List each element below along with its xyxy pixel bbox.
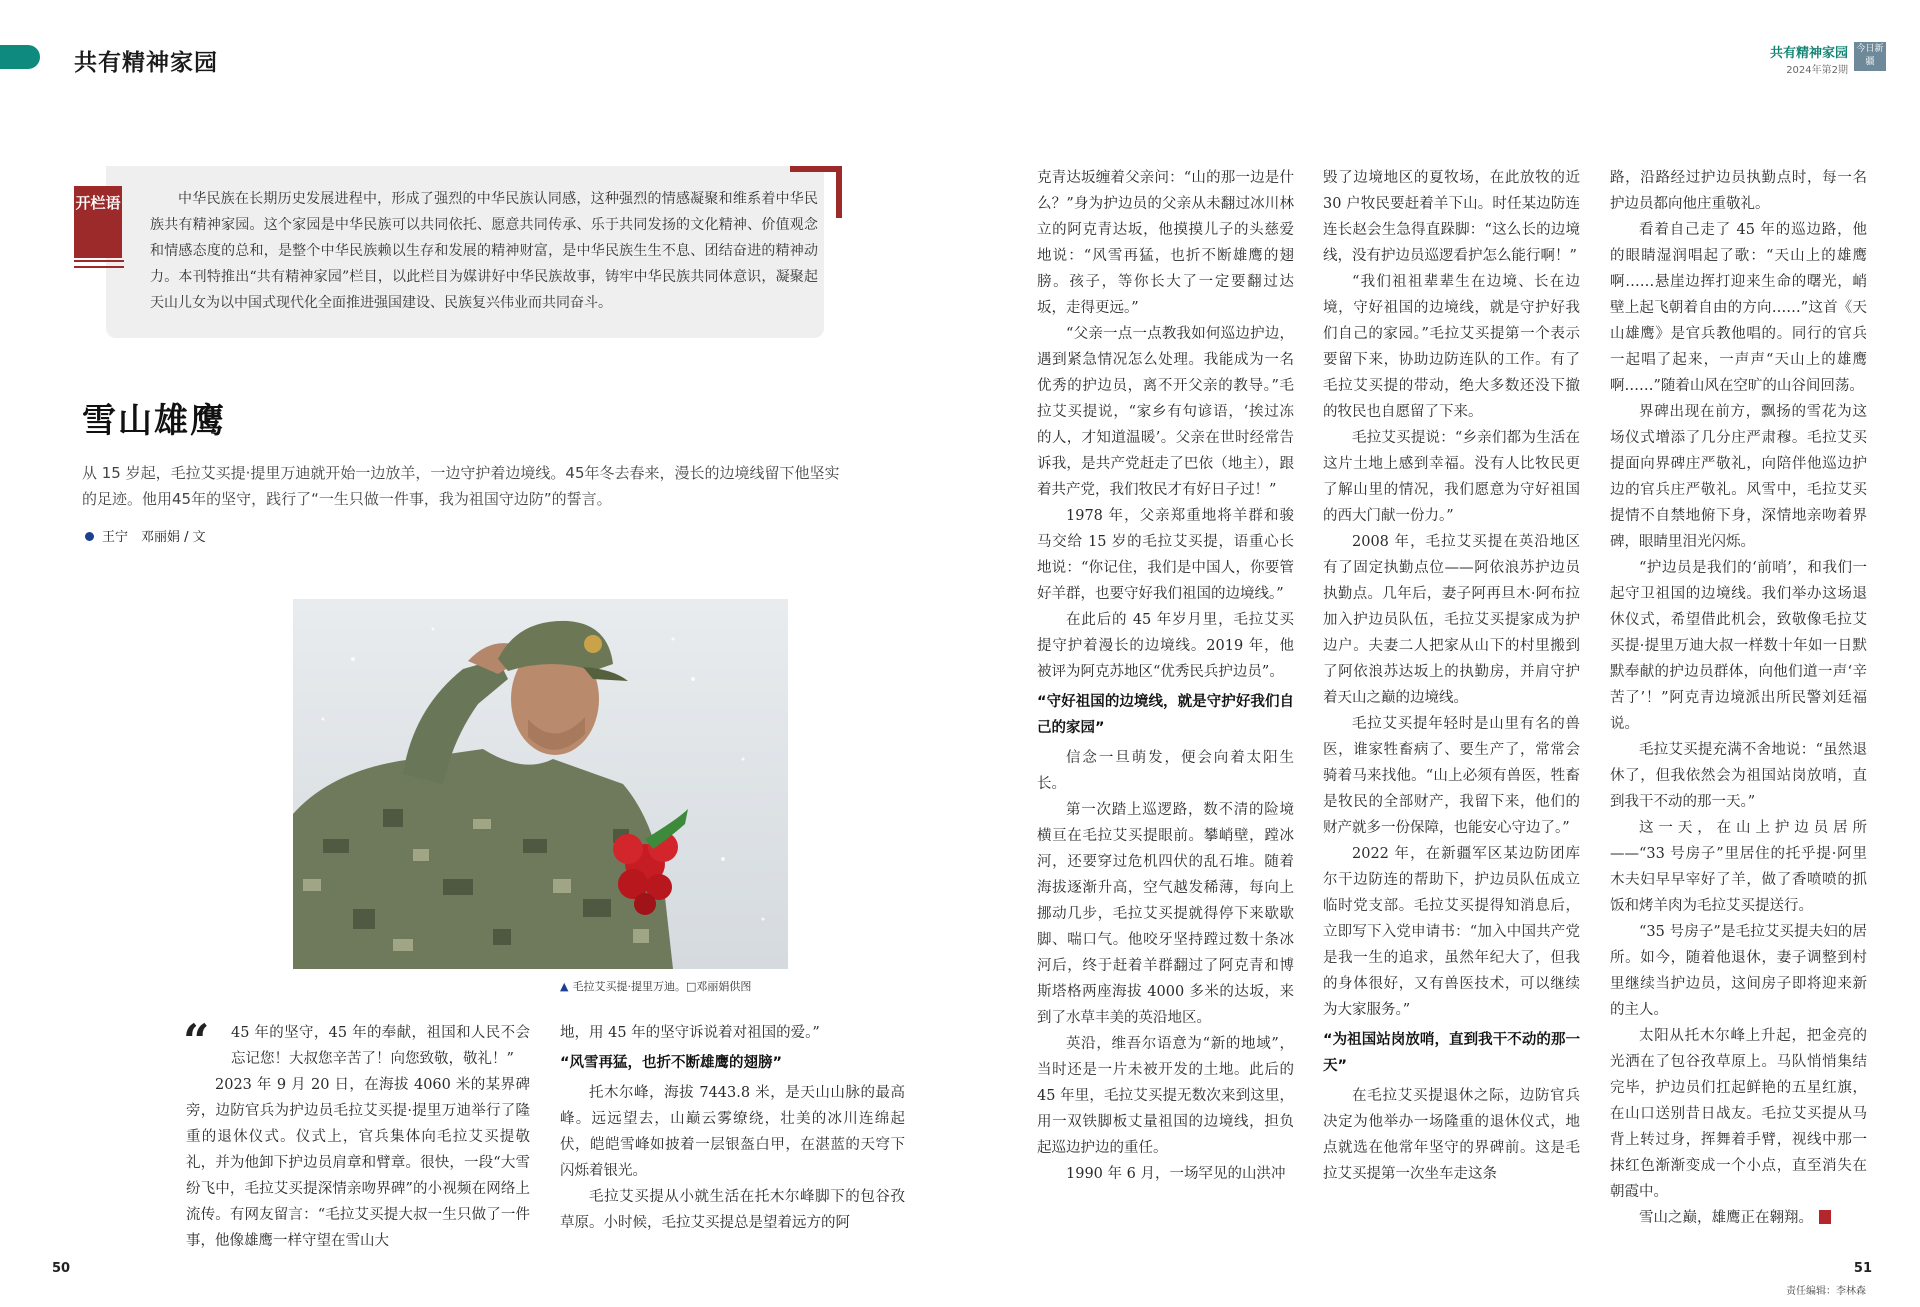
section-accent-bar xyxy=(0,45,40,69)
magazine-brand-block xyxy=(1770,42,1848,76)
final-paragraph xyxy=(1610,1205,1867,1231)
paragraph: 托木尔峰，海拔 7443.8 米，是天山山脉的最高峰。远远望去，山巅云雾缭绕，壮美的冰川连绵起伏，皑皑雪峰如披着一层银盔白甲，在湛蓝的天穹下闪烁着银光。 xyxy=(560,1085,905,1179)
paragraph: 英沿，维吾尔语意为“新的地域”，当时还是一片未被开发的土地。此后的 45 年里，毛拉艾买提无数次来到这里，用一双铁脚板丈量祖国的边境线，担负起巡边护边的重任。 xyxy=(1037,1036,1294,1156)
paragraph: “35 号房子”是毛拉艾买提夫妇的居所。如今，随着他退休，妻子调整到村里继续当护边员，这间房子即将迎来新的主人。 xyxy=(1610,924,1867,1018)
paragraph: 看着自己走了 45 年的巡边路，他的眼睛湿润唱起了歌：“天山上的雄鹰啊……悬崖边挥打迎来生命的曙光，峭壁上起飞朝着自由的方向……”这首《天山雄鹰》是官兵教他唱的。同行的官兵一起唱了起来，一声声“天山上的雄鹰啊……”随着山风在空旷的山谷间回荡。 xyxy=(1610,222,1867,394)
body-column-5 xyxy=(1610,165,1867,1231)
paragraph: 毁了边境地区的夏牧场，在此放牧的近 30 户牧民要赶着羊下山。时任某边防连连长赵会生急得直跺脚：“这么长的边境线，没有护边员巡逻看护怎么能行啊！” xyxy=(1323,170,1580,264)
paragraph: 毛拉艾买提充满不舍地说：“虽然退休了，但我依然会为祖国站岗放哨，直到我干不动的那一天。” xyxy=(1610,742,1867,810)
saluting-soldier-image xyxy=(293,599,788,969)
subheading: “风雪再猛，也折不断雄鹰的翅膀” xyxy=(560,1055,783,1071)
paragraph: “护边员是我们的‘前哨’，和我们一起守卫祖国的边境线。我们举办这场退休仪式，希望借此机会，致敬像毛拉艾买提·提里万迪大叔一样数十年如一日默默奉献的护边员群体，向他们道一声‘辛苦了’！”阿克青边境派出所民警刘廷福说。 xyxy=(1610,560,1867,732)
caption-text: 毛拉艾买提·提里万迪。□邓丽娟供图 xyxy=(572,980,752,993)
caption-triangle-icon: ▲ xyxy=(560,980,569,993)
issue-number: 2024年第2期 xyxy=(1786,65,1848,76)
body-column-4 xyxy=(1323,165,1580,1187)
body-column-1 xyxy=(186,1020,530,1254)
pull-quote: 45 年的坚守，45 年的奉献，祖国和人民不会忘记您！大叔您辛苦了！向您致敬，敬礼！” xyxy=(231,1025,530,1067)
section-title: 共有精神家园 xyxy=(74,49,218,76)
paragraph: 第一次踏上巡逻路，数不清的险境横亘在毛拉艾买提眼前。攀峭壁，蹚冰河，还要穿过危机四伏的乱石堆。随着海拔逐渐升高，空气越发稀薄，每向上挪动几步，毛拉艾买提就得停下来歇歇脚、喘口气。他咬牙坚持蹚过数十条冰河后，终于赶着羊群翻过了阿克青和博斯塔格两座海拔 4000 多米的达坂，来到了水草丰美的英沿地区。 xyxy=(1037,802,1294,1026)
magazine-logo-badge: 今日新疆 xyxy=(1854,42,1886,71)
paragraph: 地，用 45 年的坚守诉说着对祖国的爱。” xyxy=(560,1025,820,1041)
intro-tag-underline xyxy=(74,260,124,268)
paragraph: 界碑出现在前方，飘扬的雪花为这场仪式增添了几分庄严肃穆。毛拉艾买提面向界碑庄严敬礼，向陪伴他巡边护边的官兵庄严敬礼。风雪中，毛拉艾买提情不自禁地俯下身，深情地亲吻着界碑，眼睛里泪光闪烁。 xyxy=(1610,404,1867,550)
article-lead: 从 15 岁起，毛拉艾买提·提里万迪就开始一边放羊，一边守护着边境线。45年冬去春来，漫长的边境线留下他坚实的足迹。他用45年的坚守，践行了“一生只做一件事，我为祖国守边防”的誓言。 xyxy=(82,464,840,508)
paragraph: 2023 年 9 月 20 日，在海拔 4060 米的某界碑旁，边防官兵为护边员毛拉艾买提·提里万迪举行了隆重的退休仪式。仪式上，官兵集体向毛拉艾买提敬礼，并为他卸下护边员肩章和臂章。很快，一段“大雪纷飞中，毛拉艾买提深情亲吻界碑”的小视频在网络上流传。有网友留言：“毛拉艾买提大叔一生只做了一件事，他像雄鹰一样守望在雪山大 xyxy=(186,1077,530,1249)
end-mark-icon xyxy=(1819,1210,1831,1224)
brand-name: 共有精神家园 xyxy=(1769,46,1848,61)
article-title: 雪山雄鹰 xyxy=(82,401,226,441)
subheading: “为祖国站岗放哨，直到我干不动的那一天” xyxy=(1323,1032,1580,1074)
quote-mark-icon: “ xyxy=(183,1014,210,1068)
final-sentence: 雪山之巅，雄鹰正在翱翔。 xyxy=(1639,1210,1813,1226)
paragraph: 路，沿路经过护边员执勤点时，每一名护边员都向他庄重敬礼。 xyxy=(1610,170,1867,212)
page-number-left: 50 xyxy=(52,1261,71,1276)
body-column-2 xyxy=(560,1020,905,1236)
paragraph: 克青达坂缠着父亲问：“山的那一边是什么？”身为护边员的父亲从未翻过冰川林立的阿克青达坂，他摸摸儿子的头慈爱地说：“风雪再猛，也折不断雄鹰的翅膀。孩子，等你长大了一定要翻过达坂，走得更远。” xyxy=(1037,170,1294,316)
page-number-right: 51 xyxy=(1853,1261,1872,1276)
photo-caption xyxy=(560,978,751,994)
paragraph: 在毛拉艾买提退休之际，边防官兵决定为他举办一场隆重的退休仪式，地点就选在他常年坚守的界碑前。这是毛拉艾买提第一次坐车走这条 xyxy=(1323,1088,1580,1182)
paragraph: 1978 年，父亲郑重地将羊群和骏马交给 15 岁的毛拉艾买提，语重心长地说：“你记住，我们是中国人，你要管好羊群，也要守好我们祖国的边境线。” xyxy=(1037,508,1294,602)
paragraph: 毛拉艾买提从小就生活在托木尔峰脚下的包谷孜草原。小时候，毛拉艾买提总是望着远方的阿 xyxy=(560,1189,905,1231)
paragraph: 1990 年 6 月，一场罕见的山洪冲 xyxy=(1066,1166,1286,1182)
intro-text: 中华民族在长期历史发展进程中，形成了强烈的中华民族认同感，这种强烈的情感凝聚和维系着中华民族共有精神家园。这个家园是中华民族可以共同依托、愿意共同传承、乐于共同发扬的文化精神、价值观念和情感态度的总和，是整个中华民族赖以生存和发展的精神财富，是中华民族生生不息、团结奋进的精神动力。本刊特推出“共有精神家园”栏目，以此栏目为媒讲好中华民族故事，铸牢中华民族共同体意识，凝聚起天山儿女为以中国式现代化全面推进强国建设、民族复兴伟业而共同奋斗。 xyxy=(150,191,818,311)
editor-credit: 责任编辑：李林森 xyxy=(1786,1286,1866,1297)
paragraph: 太阳从托木尔峰上升起，把金亮的光洒在了包谷孜草原上。马队悄悄集结完毕，护边员们扛起鲜艳的五星红旗，在山口送别昔日战友。毛拉艾买提从马背上转过身，挥舞着手臂，视线中那一抹红色渐渐变成一个小点，直至消失在朝霞中。 xyxy=(1610,1028,1867,1200)
paragraph: 2008 年，毛拉艾买提在英沿地区有了固定执勤点位——阿依浪苏护边员执勤点。几年后，妻子阿再旦木·阿布拉加入护边员队伍，毛拉艾买提家成为护边户。夫妻二人把家从山下的村里搬到了阿依浪苏达坂上的执勤房，并肩守护着天山之巅的边境线。 xyxy=(1323,534,1580,706)
byline: 王宁 邓丽娟 / 文 xyxy=(102,530,206,545)
paragraph: 毛拉艾买提说：“乡亲们都为生活在这片土地上感到幸福。没有人比牧民更了解山里的情况，我们愿意为守好祖国的西大门献一份力。” xyxy=(1323,430,1580,524)
paragraph: 这一天，在山上护边员居所——“33 号房子”里居住的托乎提·阿里木夫妇早早宰好了羊，做了香喷喷的抓饭和烤羊肉为毛拉艾买提送行。 xyxy=(1610,820,1867,914)
article-photo xyxy=(293,599,788,969)
body-column-3 xyxy=(1037,165,1294,1187)
paragraph: 毛拉艾买提年轻时是山里有名的兽医，谁家牲畜病了、要生产了，常常会骑着马来找他。“山上必须有兽医，牲畜是牧民的全部财产，我留下来，他们的财产就多一份保障，也能安心守边了。” xyxy=(1323,716,1580,836)
paragraph: 2022 年，在新疆军区某边防团库尔干边防连的帮助下，护边员队伍成立临时党支部。毛拉艾买提得知消息后，立即写下入党申请书：“加入中国共产党是我一生的追求，虽然年纪大了，但我的身体很好，又有兽医技术，可以继续为大家服务。” xyxy=(1323,846,1580,1018)
intro-tag: 开栏语 xyxy=(74,186,122,258)
paragraph: “我们祖祖辈辈生在边境、长在边境，守好祖国的边境线，就是守护好我们自己的家园。”毛拉艾买提第一个表示要留下来，协助边防连队的工作。有了毛拉艾买提的带动，绝大多数还没下撤的牧民也自愿留了下来。 xyxy=(1323,274,1580,420)
paragraph: 信念一旦萌发，便会向着太阳生长。 xyxy=(1037,750,1294,792)
paragraph: 在此后的 45 年岁月里，毛拉艾买提守护着漫长的边境线。2019 年，他被评为阿克苏地区“优秀民兵护边员”。 xyxy=(1037,612,1294,680)
paragraph: “父亲一点一点教我如何巡边护边，遇到紧急情况怎么处理。我能成为一名优秀的护边员，离不开父亲的教导。”毛拉艾买提说，“家乡有句谚语，‘挨过冻的人，才知道温暖’。父亲在世时经常告诉我，是共产党赶走了巴依（地主），跟着共产党，我们牧民才有好日子过！” xyxy=(1037,326,1294,498)
subheading: “守好祖国的边境线，就是守护好我们自己的家园” xyxy=(1037,694,1294,736)
byline-dot-icon xyxy=(85,532,94,541)
